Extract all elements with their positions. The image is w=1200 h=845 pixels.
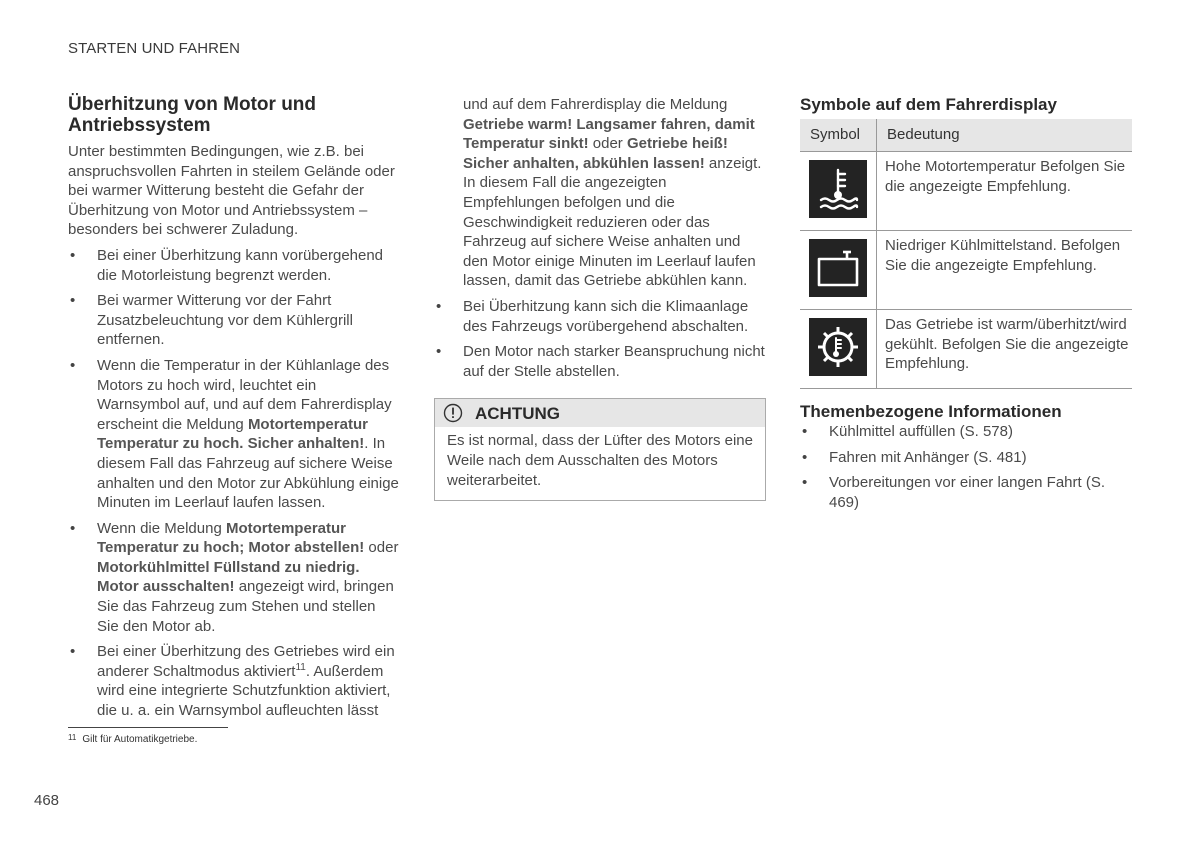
bullet-list-1 <box>68 246 400 721</box>
warning-title: ACHTUNG <box>475 403 560 423</box>
warning-header <box>435 399 765 427</box>
transmission-temperature-icon <box>809 318 867 376</box>
display-message: Getriebe warm! Langsamer fahren, damit Temperatur sinkt! <box>463 115 755 153</box>
display-message: Motortemperatur Temperatur zu hoch. Sicher anhalten! <box>97 415 368 453</box>
intro-paragraph: Unter bestimmten Bedingungen, wie z.B. bei anspruchsvollen Fahrten in steilem Gelände oder bei warmer Witterung besteht die Gefahr der Überhitzung von Motor und Antriebssystem – besonders bei schwerer Zuladung. <box>68 143 395 239</box>
bullet-list-2 <box>434 297 766 381</box>
table-header-row <box>800 119 1132 152</box>
section-header: STARTEN UND FAHREN <box>68 40 241 57</box>
list-item: • Bei Überhitzung kann sich die Klimaanlage des Fahrzeugs vorübergehend abschalten. <box>434 297 766 336</box>
column-1 <box>68 94 400 721</box>
warning-text: Es ist normal, dass der Lüfter des Motors eine Weile nach dem Ausschalten des Motors weiterarbeitet. <box>447 432 753 489</box>
footnote-text: Gilt für Automatikgetriebe. <box>82 734 198 745</box>
symbol-description: Niedriger Kühlmittelstand. Befolgen Sie die angezeigte Empfehlung. <box>877 231 1133 310</box>
list-item: • Bei einer Überhitzung des Getriebes wird ein anderer Schaltmodus aktiviert$^{11}$. Außerdem wird eine integrierte Schutzfunktion aktiviert, die u. a. ein Warnsymbol aufleuchten lässt <box>68 642 400 720</box>
related-links <box>800 422 1132 512</box>
related-link[interactable]: • Fahren mit Anhänger (S. 481) <box>800 448 1132 468</box>
coolant-temperature-icon <box>809 160 867 218</box>
footnote-ref: 11 <box>295 661 306 673</box>
continued-paragraph: und auf dem Fahrerdisplay die Meldung Getriebe warm! Langsamer fahren, damit Temperatur sinkt! oder Getriebe heiß! Sicher anhalten, abkühlen lassen! anzeigt. In diesem Fall die angezeigten Empfehlungen befolgen und die Geschwindigkeit reduzieren oder das Fahrzeug auf sichere Weise anhalten und den Motor einige Minuten im Leerlauf laufen lassen, damit das Getriebe abkühlen kann. <box>463 96 762 290</box>
page-number: 468 <box>34 792 60 809</box>
list-item: • Bei warmer Witterung vor der Fahrt Zusatzbeleuchtung vor dem Kühlergrill entfernen. <box>68 291 400 350</box>
column-header-symbol: Symbol <box>800 119 877 152</box>
list-item: • Den Motor nach starker Beanspruchung nicht auf der Stelle abstellen. <box>434 342 766 381</box>
column-3 <box>800 95 1132 512</box>
related-link[interactable]: • Vorbereitungen vor einer langen Fahrt (S. 469) <box>800 473 1132 512</box>
list-item: • Wenn die Temperatur in der Kühlanlage des Motors zu hoch wird, leuchtet ein Warnsymbol auf, und auf dem Fahrerdisplay erscheint die Meldung Motortemperatur Temperatur zu hoch. Sicher anhalten!. In diesem Fall das Fahrzeug auf sichere Weise anhalten und den Motor zur Abkühlung einige Minuten im Leerlauf laufen lassen. <box>68 356 400 513</box>
table-row <box>800 152 1132 231</box>
table-row <box>800 310 1132 389</box>
related-link[interactable]: • Kühlmittel auffüllen (S. 578) <box>800 422 1132 442</box>
symbol-description: Hohe Motortemperatur Befolgen Sie die angezeigte Empfehlung. <box>877 152 1133 231</box>
footnote <box>68 733 197 745</box>
display-message: Motortemperatur Temperatur zu hoch; Motor abstellen! <box>97 519 365 557</box>
footnote-number: 11 <box>68 733 77 742</box>
display-message: Getriebe heiß! Sicher anhalten, abkühlen lassen! <box>463 135 728 172</box>
info-icon <box>443 403 463 423</box>
coolant-level-icon <box>809 239 867 297</box>
display-message: Motorkühlmittel Füllstand zu niedrig. Motor ausschalten! <box>97 558 360 596</box>
table-row <box>800 231 1132 310</box>
footnote-divider <box>68 727 228 728</box>
symbols-table <box>800 119 1132 389</box>
article-title: Überhitzung von Motor und Antriebssystem <box>68 94 317 136</box>
related-heading: Themenbezogene Informationen <box>800 402 1062 421</box>
list-item: • Wenn die Meldung Motortemperatur Temperatur zu hoch; Motor abstellen! oder Motorkühlmittel Füllstand zu niedrig. Motor ausschalten! angezeigt wird, bringen Sie das Fahrzeug zum Stehen und stellen Sie den Motor ab. <box>68 519 400 637</box>
warning-box <box>434 398 766 501</box>
column-header-meaning: Bedeutung <box>877 119 1133 152</box>
list-item: • Bei einer Überhitzung kann vorübergehend die Motorleistung begrenzt werden. <box>68 246 400 285</box>
column-2 <box>434 95 766 501</box>
symbols-heading: Symbole auf dem Fahrerdisplay <box>800 95 1057 114</box>
symbol-description: Das Getriebe ist warm/überhitzt/wird gekühlt. Befolgen Sie die angezeigte Empfehlung. <box>877 310 1133 389</box>
